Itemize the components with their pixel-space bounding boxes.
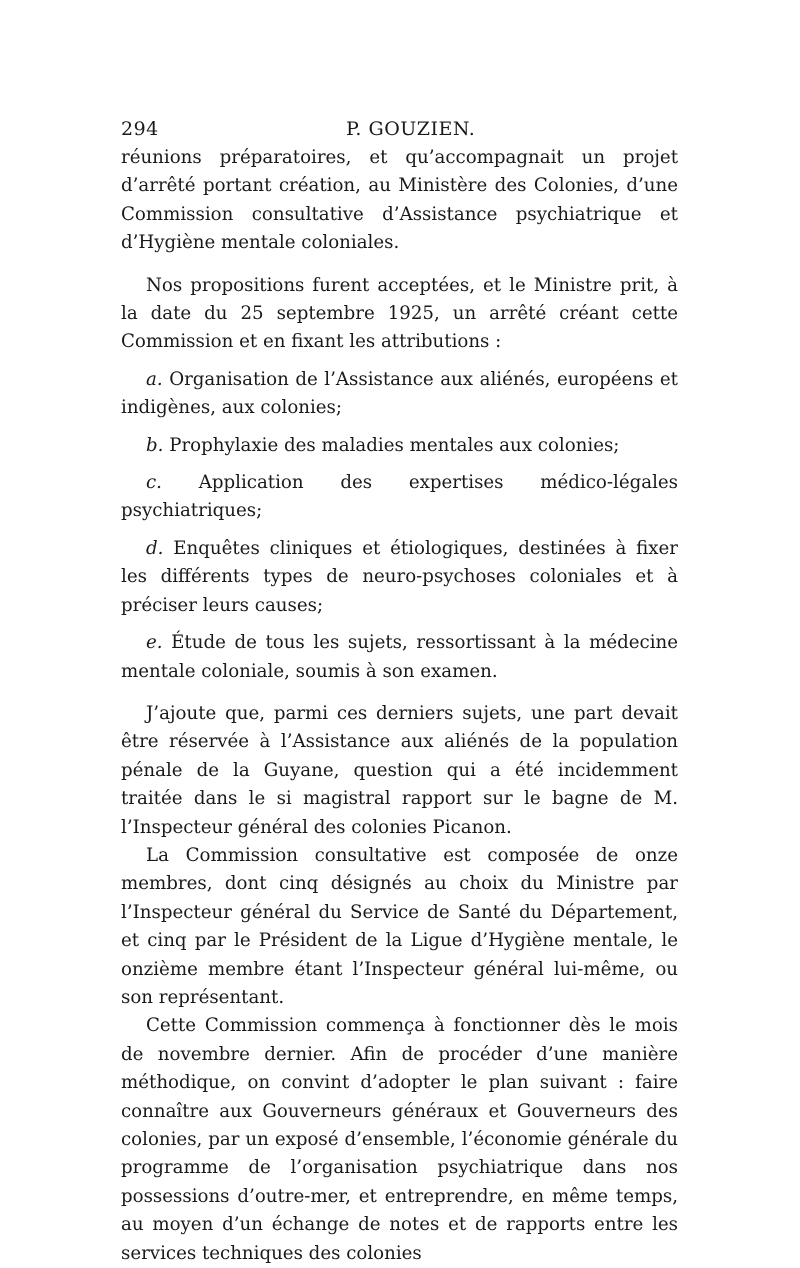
list-letter: c. xyxy=(146,472,162,494)
running-head xyxy=(121,110,678,144)
paragraph-propositions: Nos propositions furent acceptées, et le Ministre prit, à la date du 25 septembre 1925, un arrêté créant cette Commission et en fixant les attributions : xyxy=(121,274,678,353)
paragraph-commission-members: La Commission consultative est composée de onze membres, dont cinq désignés au choix du Ministre par l’Inspecteur général du Service de Santé du Département, et cinq par le Président de la Ligue d’Hygiène mentale, le onzième membre étant l’Inspecteur général lui-même, ou son représentant. xyxy=(121,844,678,1008)
paragraph-commission-plan: Cette Commission commença à fonctionner dès le mois de novembre dernier. Afin de procéder d’une manière méthodique, on convint d’adopter le plan suivant : faire connaître aux Gouverneurs généraux et Gouverneurs des colonies, par un exposé d’ensemble, l’économie générale du programme de l’organisation psychiatrique dans nos possessions d’outre-mer, et entreprendre, en même temps, au moyen d’un échange de notes et de rapports entre les services techniques des colonies xyxy=(121,1015,678,1264)
book-page xyxy=(121,110,678,1268)
list-item-a xyxy=(121,366,678,423)
page-number: 294 xyxy=(121,118,159,140)
list-item-e xyxy=(121,629,678,686)
list-text: Enquêtes cliniques et étiologiques, destinées à fixer les différents types de neuro-psychoses coloniales et à préciser leurs causes; xyxy=(121,537,678,616)
list-item-d xyxy=(121,535,678,620)
list-letter: a. xyxy=(146,368,163,390)
running-title: P. GOUZIEN. xyxy=(346,118,476,140)
list-text: Organisation de l’Assistance aux aliénés, européens et indigènes, aux colonies; xyxy=(121,368,678,419)
list-letter: b. xyxy=(146,434,164,456)
list-text: Étude de tous les sujets, ressortissant à la médecine mentale coloniale, soumis à son examen. xyxy=(121,632,678,682)
paragraph-guyane: J’ajoute que, parmi ces derniers sujets, une part devait être réservée à l’Assistance aux aliénés de la population pénale de la Guyane, question qui a été incidemment traitée dans le si magistral rapport sur le bagne de M. l’Inspecteur général des colonies Picanon. xyxy=(121,702,678,838)
list-item-b xyxy=(121,432,678,460)
list-letter: d. xyxy=(146,537,164,559)
list-text: Prophylaxie des maladies mentales aux colonies; xyxy=(163,434,620,456)
paragraph-continuation: réunions préparatoires, et qu’accompagnait un projet d’arrêté portant création, au Ministère des Colonies, d’une Commission consultative d’Assistance psychiatrique et d’Hygiène mentale coloniales. xyxy=(121,147,678,254)
list-item-c xyxy=(121,469,678,526)
list-text: Application des expertises médico-légales psychiatriques; xyxy=(121,472,678,522)
list-letter: e. xyxy=(146,632,163,654)
